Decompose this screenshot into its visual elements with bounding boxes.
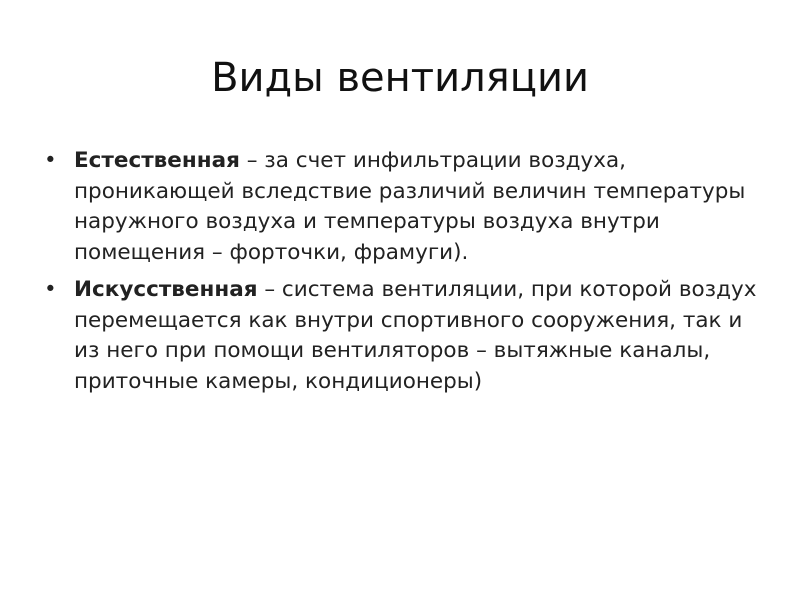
bullet-text: – за счет инфильтрации воздуха, проникающей вследствие различий величин температуры наружного воздуха и температуры воздуха внутри помещения – форточки, фрамуги). — [74, 148, 746, 265]
bullet-item-natural-ventilation — [44, 146, 759, 268]
bullet-dot-icon: • — [44, 277, 57, 302]
bullet-dot-icon: • — [44, 148, 57, 173]
bullet-list — [44, 146, 759, 404]
bullet-term: Искусственная — [74, 277, 258, 302]
bullet-text: – система вентиляции, при которой воздух перемещается как внутри спортивного сооружения, так и из него при помощи вентиляторов – вытяжные каналы, приточные камеры, кондиционеры) — [74, 277, 757, 394]
bullet-item-artificial-ventilation — [44, 275, 759, 397]
slide-title: Виды вентиляции — [211, 55, 589, 101]
bullet-term: Естественная — [74, 148, 240, 173]
